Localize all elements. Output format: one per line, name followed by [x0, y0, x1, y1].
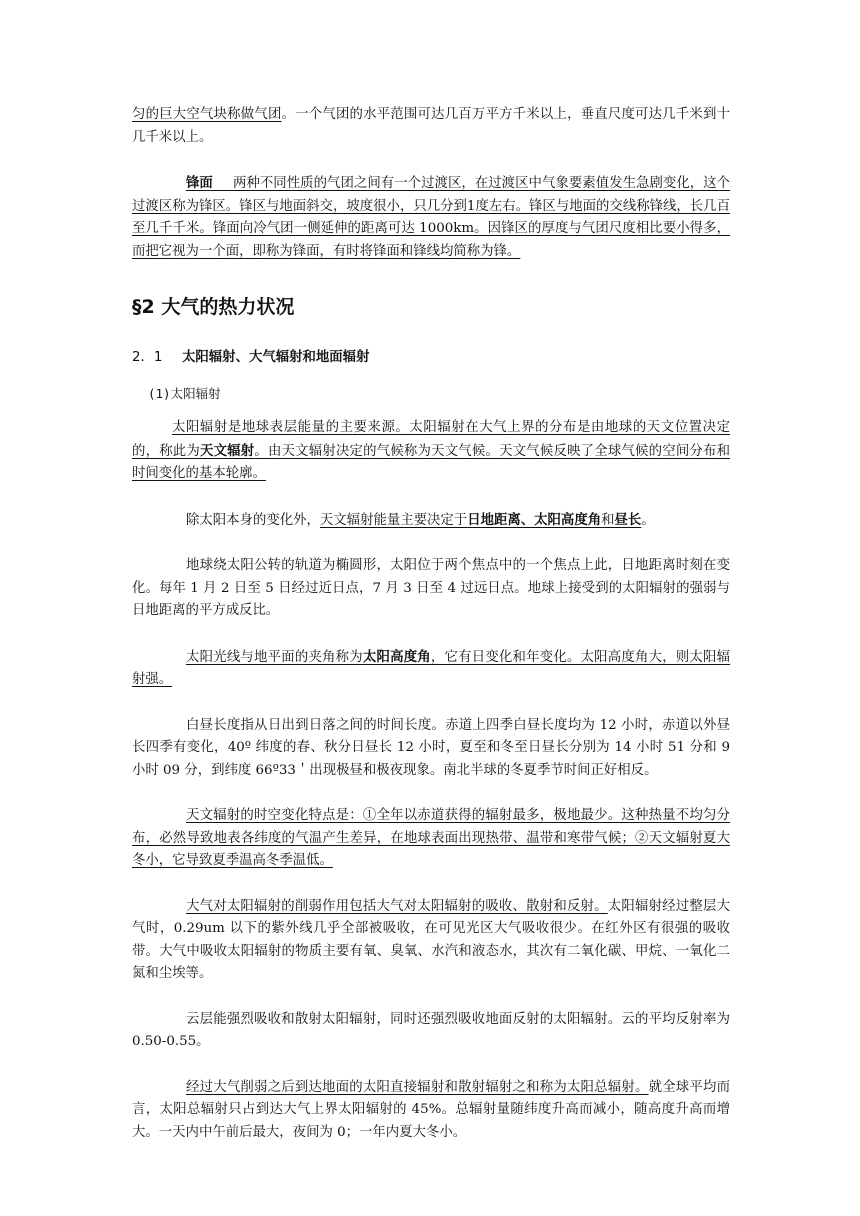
term-solar-altitude: 太阳高度角	[362, 648, 431, 665]
paragraph-text: 除太阳本身的变化外，	[186, 512, 320, 528]
paragraph-text: 就全球平均而言，太阳总辐射只占到达大气上界太阳辐射的 45%。总辐射量随纬度升高而减小，随高度升高而增大。一天内中午前后最大，夜间为 0；一年内夏大冬小。	[132, 1079, 731, 1140]
paragraph-energy-factors	[132, 509, 730, 533]
paragraph-text: 两种不同性质的气团之间有一个过渡区，在过渡区中气象要素值发生急剧变化，这个过渡区称为锋区。锋区与地面斜交，坡度很小，只几分到1度左右。锋区与地面的交线称锋线，长几百至几千千米。锋面向冷气团一侧延伸的距离可达 1000km。因锋区的厚度与气团尺度相比要小得多，而把它视为一个面，即称为锋面，有时将锋面和锋线均简称为锋。	[132, 176, 731, 259]
paragraph-solar-radiation	[132, 417, 730, 486]
paragraph-front	[132, 172, 730, 263]
paragraph-orbit: 地球绕太阳公转的轨道为椭圆形，太阳位于两个焦点中的一个焦点上此，日地距离时刻在变化。每年 1 月 2 日至 5 日经过近日点，7 月 3 日至 4 过远日点。地球上接受到的太阳辐射的强弱与日地距离的平方成反比。	[132, 558, 730, 618]
paragraph-day-length: 白昼长度指从日出到日落之间的时间长度。赤道上四季白昼长度均为 12 小时，赤道以外昼长四季有变化，40º 纬度的春、秋分日昼长 12 小时，夏至和冬至日昼长分别为 14 小时 51 分和 9 小时 09 分，到纬度 66º33＇出现极昼和极夜现象。南北半球的冬夏季节时间正好相反。	[132, 717, 730, 778]
paragraph-attenuation	[132, 896, 730, 986]
document-body	[132, 104, 730, 1144]
subsection-heading	[132, 347, 730, 369]
section-title: §2 大气的热力状况	[132, 296, 295, 318]
term-front: 锋面	[186, 175, 213, 191]
paragraph-solar-altitude	[132, 646, 730, 692]
underlined-text: 经过大气削弱之后到达地面的太阳直接辐射和散射辐射之和称为太阳总辐射。	[186, 1079, 649, 1095]
underlined-text: 大气对太阳辐射的削弱作用包括大气对太阳辐射的吸收、散射和反射。	[186, 898, 608, 914]
paragraph-text: 太阳辐射经过整层大气时，0.29um 以下的紫外线几乎全部被吸收，在可见光区大气吸收很少。在红外区有很强的吸收带。大气中吸收太阳辐射的物质主要有氧、臭氧、水汽和液态水，其次有二氧化碳、甲烷、一氧化二氮和尘埃等。	[132, 898, 730, 981]
underlined-text: 天文辐射能量主要决定于	[319, 512, 468, 528]
paragraph-text: 太阳光线与地平面的夹角称为	[186, 649, 363, 665]
underlined-text: 和	[601, 512, 615, 528]
paragraph-text: ，它有日变化和年变化。太阳高度角大，则太阳辐射强。	[132, 649, 731, 687]
paragraph-spatiotemporal: 天文辐射的时空变化特点是：①全年以赤道获得的辐射最多，极地最少。这种热量不均匀分布，必然导致地表各纬度的气温产生差异，在地球表面出现热带、温带和寒带气候；②天文辐射夏大冬小，它导致夏季温高冬季温低。	[132, 808, 730, 868]
paragraph-text: 。	[641, 512, 655, 528]
term-day-length: 昼长	[614, 511, 642, 528]
subsection-title: 太阳辐射、大气辐射和地面辐射	[182, 350, 370, 365]
paragraph-text: 太阳辐射是地球表层能量的主要来源。太阳辐射在大气上界的分布是由地球的天文位置决定的，称此为	[132, 420, 730, 459]
term-astronomical-radiation: 天文辐射	[199, 442, 255, 459]
paragraph-text: 。一个气团的水平范围可达几百万平方千米以上，垂直尺度可达几千米到十几千米以上。	[132, 107, 731, 145]
subsection-number: 2．1	[132, 350, 163, 365]
paragraph-text: 。由天文辐射决定的气候称为天文气候。天文气候反映了全球气候的空间分布和时间变化的基本轮廓。	[132, 443, 731, 481]
minor-heading: (1)太阳辐射	[148, 386, 221, 401]
underlined-text: 匀的巨大空气块称做气团	[132, 107, 282, 122]
paragraph-global-radiation	[132, 1077, 730, 1145]
term-factors: 日地距离、太阳高度角	[467, 511, 602, 528]
paragraph-clouds: 云层能强烈吸收和散射太阳辐射，同时还强烈吸收地面反射的太阳辐射。云的平均反射率为 0.50-0.55。	[132, 1011, 730, 1049]
paragraph-air-mass	[132, 104, 730, 149]
